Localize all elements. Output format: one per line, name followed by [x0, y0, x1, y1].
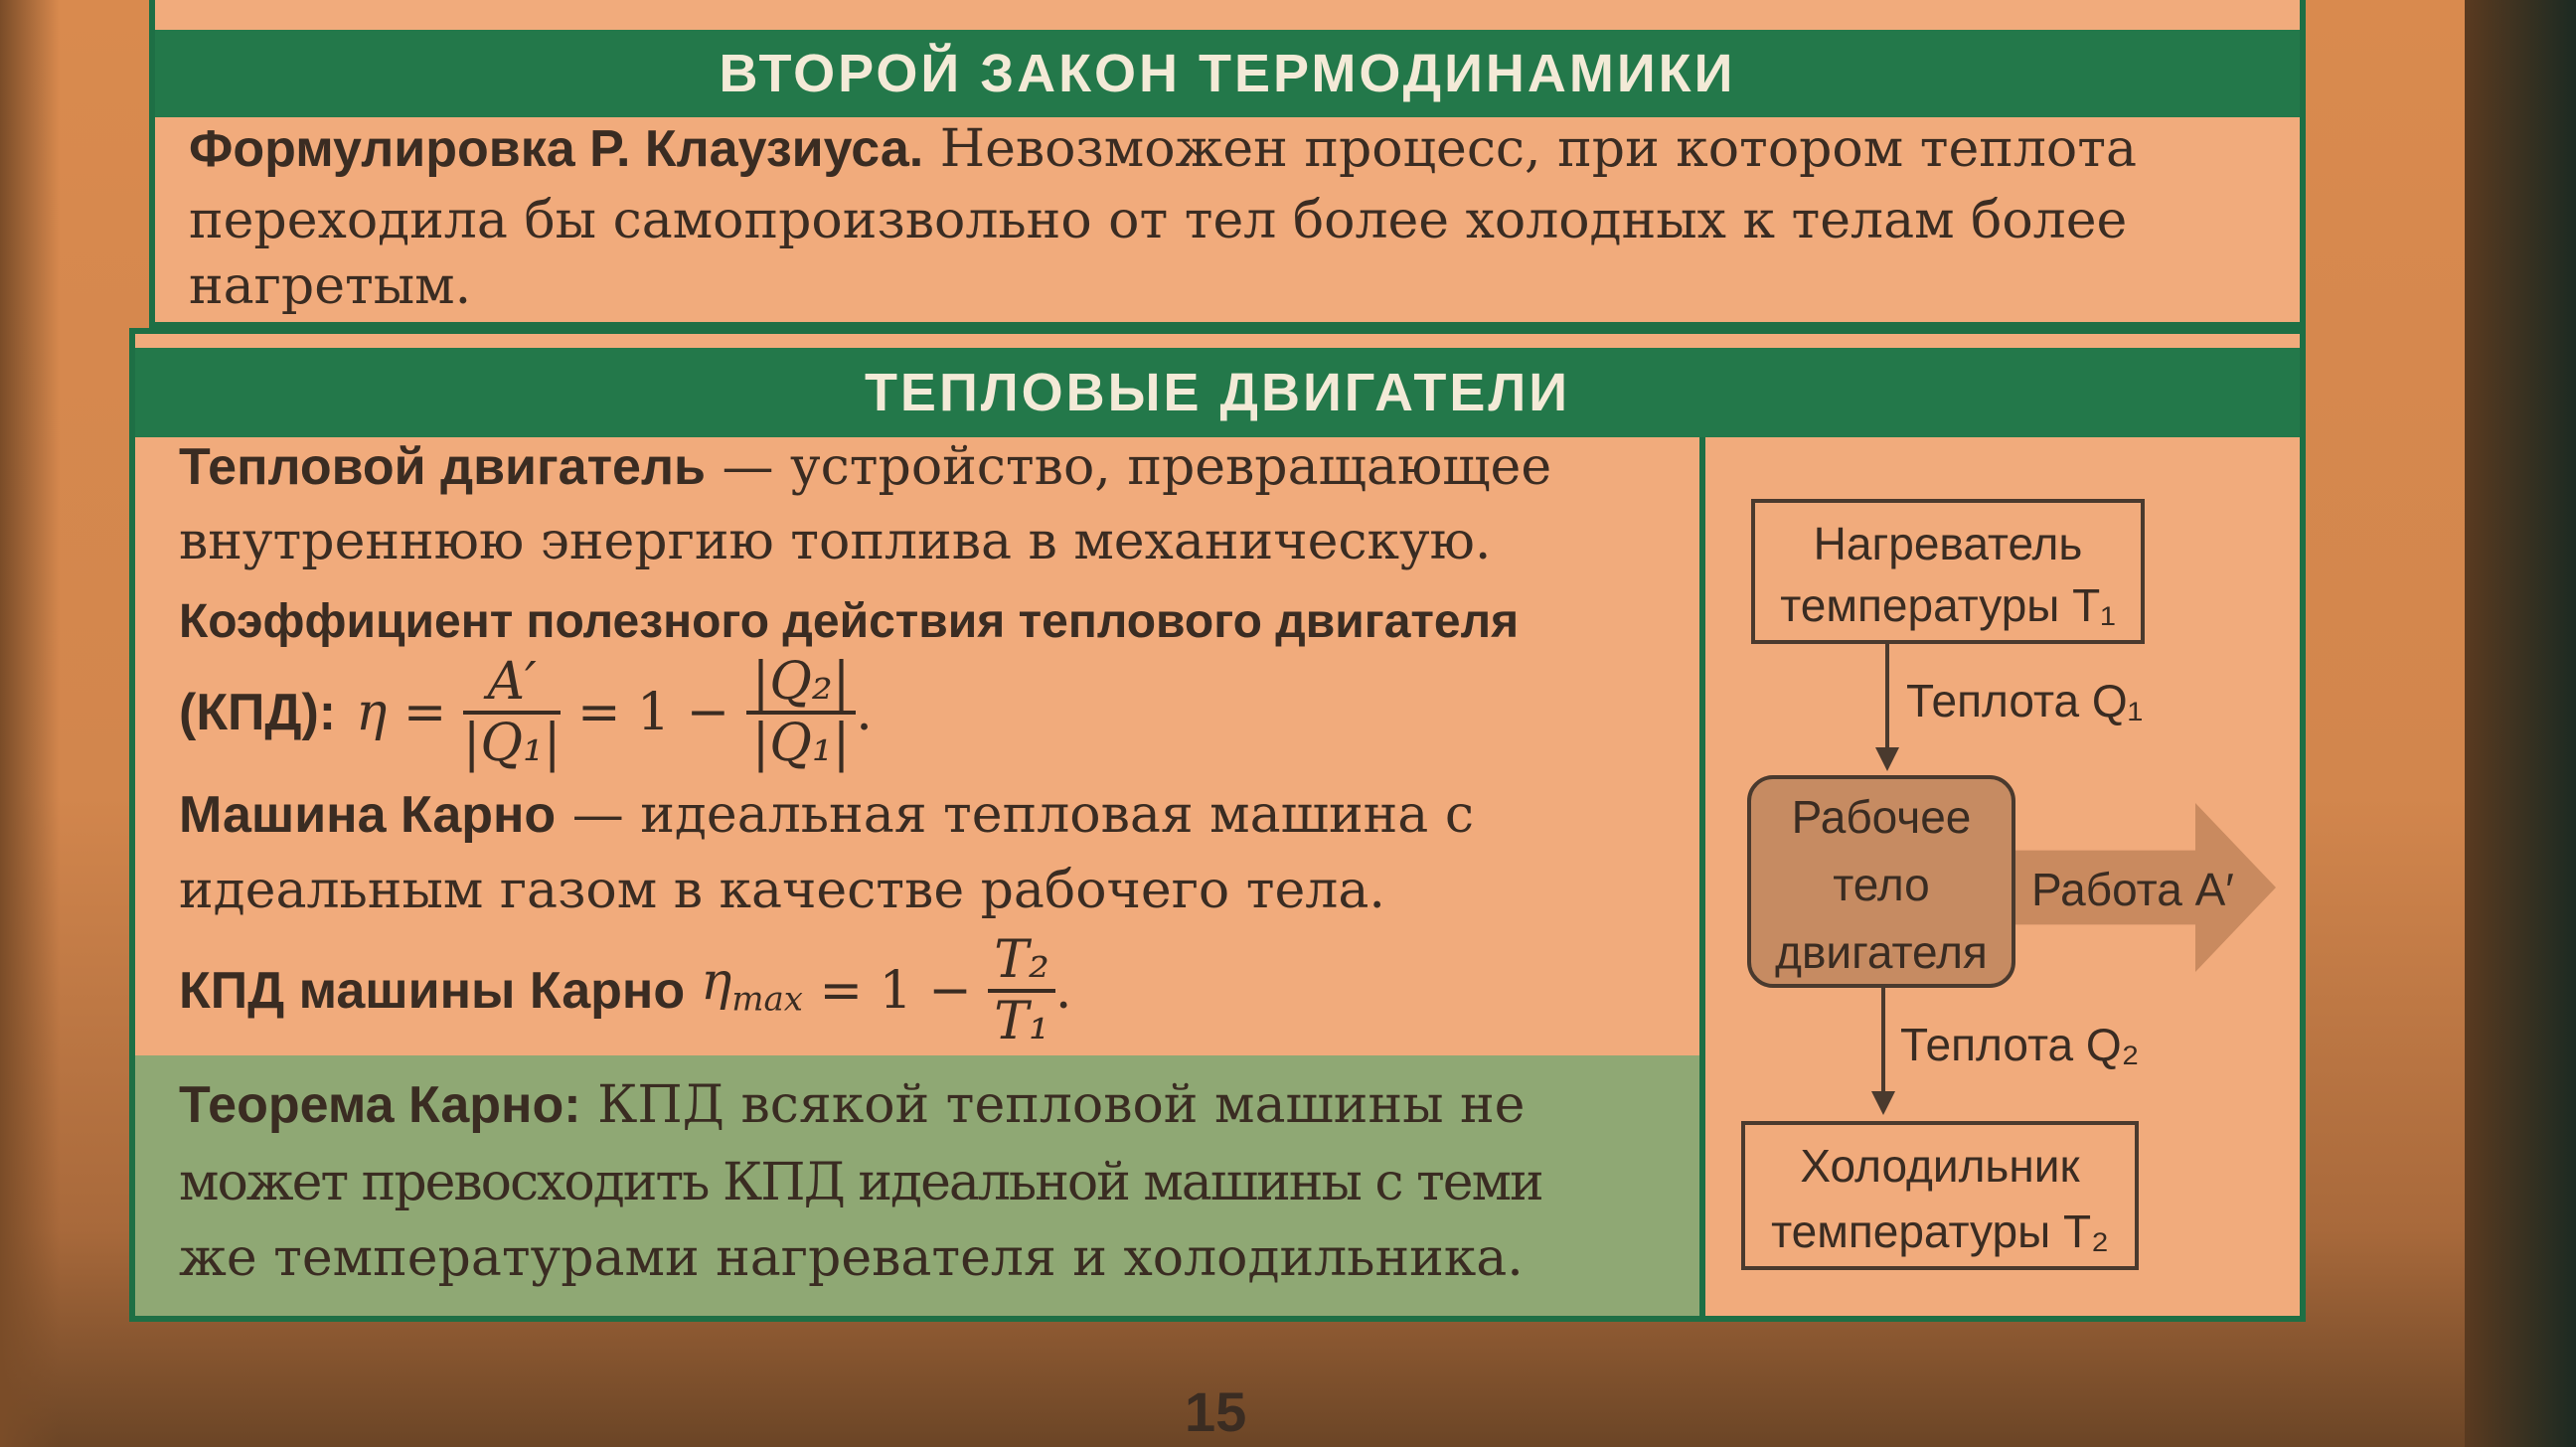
formula-end: . — [856, 683, 873, 742]
engine-line-2: внутреннюю энергию топлива в механическую. — [179, 512, 1492, 571]
fraction-denominator: |Q₁| — [751, 714, 851, 773]
section-title-heat-engines: ТЕПЛОВЫЕ ДВИГАТЕЛИ — [135, 348, 2300, 437]
clausius-label: Формулировка Р. Клаузиуса. — [189, 120, 924, 178]
theorem-line-3: же температурами нагревателя и холодильника. — [179, 1228, 1524, 1288]
fraction-numerator: |Q₂| — [746, 653, 857, 715]
carnot-eff-label: КПД машины Карно — [179, 962, 686, 1020]
heater-line-1: Нагреватель — [1813, 518, 2083, 569]
theorem-label: Теорема Карно: — [179, 1076, 581, 1134]
arrow-heat-q2 — [1881, 988, 1885, 1097]
engine-line-1 — [179, 437, 1680, 497]
eta-max-subscript: max — [731, 979, 803, 1020]
formula-mid: = 1 − — [561, 683, 746, 742]
carnot-term: Машина Карно — [179, 786, 557, 844]
theorem-line-2: может превосходить КПД идеальной машины с теми — [179, 1153, 1542, 1212]
arrow-heat-q1 — [1885, 644, 1889, 753]
eta-max-letter: η — [701, 952, 732, 1013]
carnot-formula-mid: = 1 − — [802, 961, 989, 1021]
heat-q2-label: Теплота Q₂ — [1900, 1019, 2140, 1070]
body-line-3: двигателя — [1775, 926, 1988, 978]
formula-eq: = — [387, 683, 463, 742]
fraction-denominator: |Q₁| — [462, 714, 562, 773]
arrow-heat-q2-head — [1871, 1091, 1895, 1115]
engine-def-1: — устройство, превращающее — [705, 437, 1552, 497]
cooler-line-1: Холодильник — [1800, 1140, 2080, 1192]
carnot-line-1 — [179, 785, 1680, 845]
carnot-eff-line — [179, 926, 1680, 1055]
carnot-def-1: — идеальная тепловая машина с — [556, 785, 1474, 845]
column-divider — [1699, 437, 1705, 1316]
clausius-line-2: переходила бы самопроизвольно от тел более холодных к телам более — [189, 191, 2128, 250]
cooler-box — [1741, 1121, 2139, 1270]
efficiency-formula-line — [179, 648, 1680, 777]
page-number: 15 — [1185, 1380, 1247, 1443]
clausius-line-1 — [189, 119, 2276, 179]
fraction-q2-over-q1 — [746, 653, 857, 772]
eta-max-symbol — [701, 952, 803, 1029]
page-shadow-left — [0, 0, 60, 1447]
clausius-text-1: Невозможен процесс, при котором теплота — [923, 119, 2138, 179]
cooler-line-2: температуры T₂ — [1771, 1206, 2109, 1257]
body-line-2: тело — [1833, 859, 1930, 910]
heater-line-2: температуры T₁ — [1780, 579, 2116, 631]
body-line-1: Рабочее — [1791, 791, 1972, 843]
engine-term: Тепловой двигатель — [179, 438, 706, 496]
fraction-denominator: T₁ — [994, 992, 1049, 1051]
eta-symbol: η — [356, 683, 388, 742]
heater-box — [1751, 499, 2145, 644]
page-shadow-right — [2465, 0, 2576, 1447]
theorem-line-1 — [179, 1075, 1680, 1135]
carnot-formula-end: . — [1054, 961, 1072, 1021]
work-label: Работа A′ — [2031, 864, 2234, 915]
fraction-work-over-q1 — [463, 653, 562, 772]
fraction-t2-over-t1 — [988, 931, 1055, 1050]
fraction-numerator: T₂ — [988, 931, 1055, 993]
working-body-box — [1747, 775, 2015, 988]
efficiency-abbr: (КПД): — [179, 684, 337, 741]
clausius-line-3: нагретым. — [189, 256, 472, 316]
carnot-line-2: идеальным газом в качестве рабочего тела. — [179, 861, 1385, 920]
fraction-numerator: A′ — [463, 653, 562, 715]
heat-q1-label: Теплота Q₁ — [1906, 675, 2144, 726]
theorem-text-1: КПД всякой тепловой машины не — [580, 1075, 1526, 1135]
arrow-heat-q1-head — [1875, 747, 1899, 771]
efficiency-label: Коэффициент полезного действия теплового двигателя — [179, 595, 1520, 648]
section-title-second-law: ВТОРОЙ ЗАКОН ТЕРМОДИНАМИКИ — [155, 30, 2300, 117]
